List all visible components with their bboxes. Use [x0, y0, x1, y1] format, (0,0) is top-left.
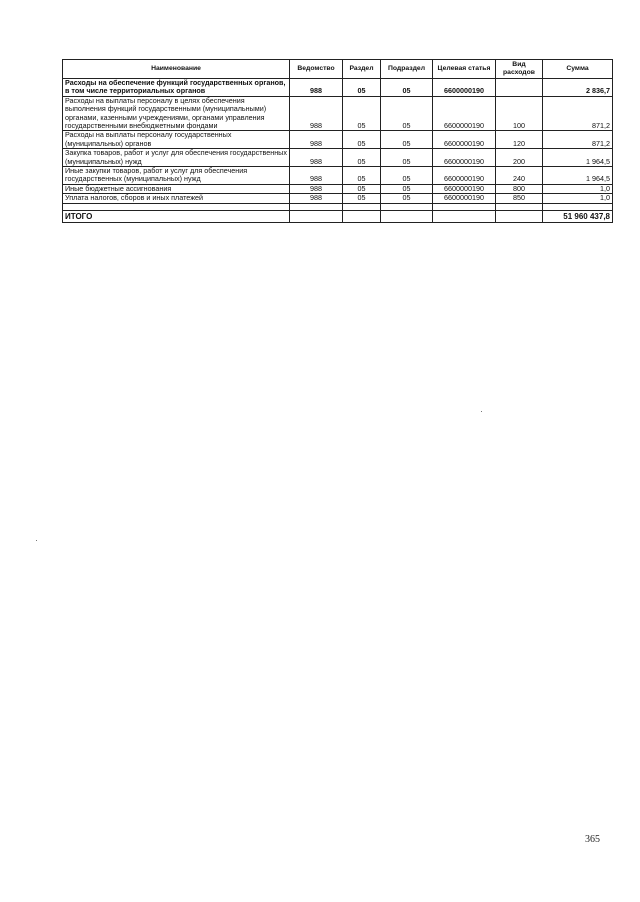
- header-section: Раздел: [343, 60, 381, 79]
- cell-section: 05: [343, 149, 381, 167]
- page-number: 365: [585, 834, 600, 845]
- cell-section: 05: [343, 131, 381, 149]
- cell-kind: [496, 79, 543, 97]
- cell-target: 6600000190: [433, 79, 496, 97]
- scan-speck: [36, 540, 37, 541]
- header-name: Наименование: [63, 60, 290, 79]
- header-sum: Сумма: [543, 60, 613, 79]
- cell-dept: 988: [290, 149, 343, 167]
- cell-kind: 200: [496, 149, 543, 167]
- cell-target: 6600000190: [433, 184, 496, 193]
- table-row: [63, 149, 613, 167]
- cell-subsection: 05: [381, 79, 433, 97]
- cell-section: 05: [343, 96, 381, 131]
- cell-target: 6600000190: [433, 149, 496, 167]
- cell-section: 05: [343, 194, 381, 203]
- cell-target: 6600000190: [433, 131, 496, 149]
- cell-section: 05: [343, 79, 381, 97]
- budget-table: [62, 59, 613, 223]
- header-dept: Ведомство: [290, 60, 343, 79]
- spacer-row: [63, 203, 613, 210]
- cell-sum: 1 964,5: [543, 167, 613, 185]
- cell-name: Закупка товаров, работ и услуг для обеспечения государственных (муниципальных) нужд: [63, 149, 290, 167]
- cell-subsection: 05: [381, 96, 433, 131]
- cell-sum: 1 964,5: [543, 149, 613, 167]
- cell-subsection: 05: [381, 131, 433, 149]
- cell-subsection: 05: [381, 194, 433, 203]
- cell-dept: 988: [290, 96, 343, 131]
- cell-kind: 800: [496, 184, 543, 193]
- cell-kind: 120: [496, 131, 543, 149]
- scan-speck: [481, 411, 482, 412]
- cell-sum: 871,2: [543, 96, 613, 131]
- table-row: [63, 194, 613, 203]
- cell-dept: 988: [290, 79, 343, 97]
- cell-name: Расходы на обеспечение функций государственных органов, в том числе территориальных органов: [63, 79, 290, 97]
- cell-dept: 988: [290, 184, 343, 193]
- cell-section: 05: [343, 167, 381, 185]
- cell-name: Расходы на выплаты персоналу государственных (муниципальных) органов: [63, 131, 290, 149]
- cell-target: 6600000190: [433, 167, 496, 185]
- cell-sum: 871,2: [543, 131, 613, 149]
- cell-kind: 850: [496, 194, 543, 203]
- table-row: [63, 167, 613, 185]
- cell-name: Иные бюджетные ассигнования: [63, 184, 290, 193]
- header-subsection: Подраздел: [381, 60, 433, 79]
- cell-dept: 988: [290, 194, 343, 203]
- header-target: Целевая статья: [433, 60, 496, 79]
- cell-sum: 1,0: [543, 194, 613, 203]
- cell-target: 6600000190: [433, 96, 496, 131]
- cell-target: 6600000190: [433, 194, 496, 203]
- cell-subsection: 05: [381, 184, 433, 193]
- header-row: [63, 60, 613, 79]
- cell-sum: 1,0: [543, 184, 613, 193]
- cell-kind: 100: [496, 96, 543, 131]
- cell-kind: 240: [496, 167, 543, 185]
- cell-name: Иные закупки товаров, работ и услуг для обеспечения государственных (муниципальных) нужд: [63, 167, 290, 185]
- total-label: ИТОГО: [63, 210, 290, 222]
- cell-section: 05: [343, 184, 381, 193]
- cell-subsection: 05: [381, 167, 433, 185]
- cell-dept: 988: [290, 131, 343, 149]
- cell-subsection: 05: [381, 149, 433, 167]
- cell-name: Уплата налогов, сборов и иных платежей: [63, 194, 290, 203]
- table-row: [63, 96, 613, 131]
- table-row: [63, 131, 613, 149]
- header-kind: Вид расходов: [496, 60, 543, 79]
- total-row: [63, 210, 613, 222]
- cell-dept: 988: [290, 167, 343, 185]
- cell-name: Расходы на выплаты персоналу в целях обеспечения выполнения функций государственными (муниципальными) органами, казенными учреждениями, органами управления государственными внебюджетными фондами: [63, 96, 290, 131]
- table-row: [63, 79, 613, 97]
- cell-sum: 2 836,7: [543, 79, 613, 97]
- total-sum: 51 960 437,8: [543, 210, 613, 222]
